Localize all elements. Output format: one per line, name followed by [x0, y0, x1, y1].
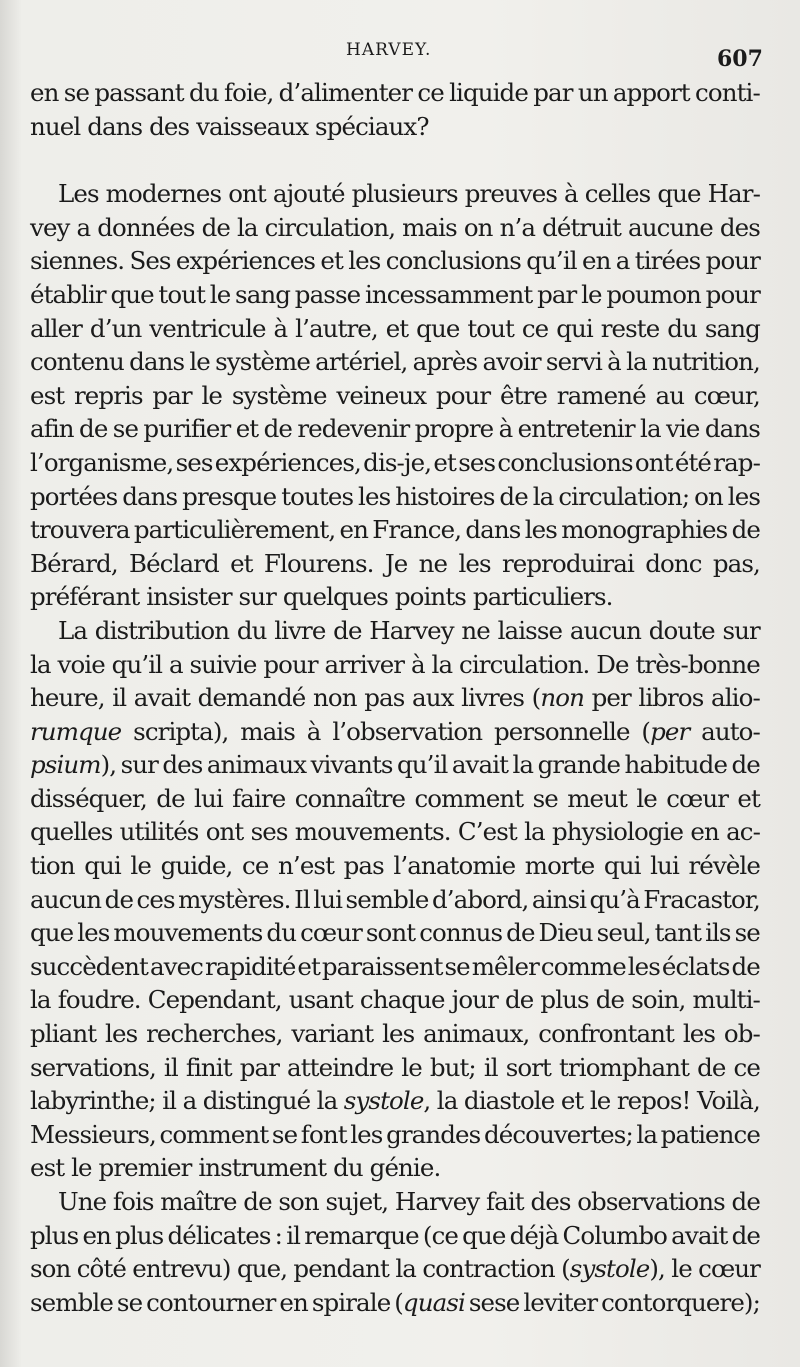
text-line: que les mouvements du cœur sont connus de Dieu seul, tant ils se: [30, 918, 760, 948]
page-number: 607: [717, 46, 763, 72]
text-line: son côté entrevu) que, pendant la contraction (systole), le cœur: [30, 1254, 760, 1284]
text-line: Bérard, Béclard et Flourens. Je ne les reproduirai donc pas,: [30, 548, 760, 578]
paragraph: [30, 1185, 760, 1319]
page-header: [0, 40, 800, 80]
text-line: succèdent avec rapidité et paraissent se mêler comme les éclats de: [30, 951, 760, 981]
text-line: aucun de ces mystères. Il lui semble d’abord, ainsi qu’à Fracastor,: [30, 884, 760, 914]
text-line: Messieurs, comment se font les grandes découvertes; la patience: [30, 1119, 760, 1149]
text-line: la voie qu’il a suivie pour arriver à la circulation. De très-bonne: [30, 649, 760, 679]
text-line: disséquer, de lui faire connaître comment se meut le cœur et: [30, 783, 760, 813]
text-line: Les modernes ont ajouté plusieurs preuves à celles que Har-: [58, 179, 760, 209]
paragraph: [30, 76, 760, 143]
text-line: quelles utilités ont ses mouvements. C’est la physiologie en ac-: [30, 817, 760, 847]
text-line: labyrinthe; il a distingué la systole, la diastole et le repos! Voilà,: [30, 1086, 760, 1116]
text-line: La distribution du livre de Harvey ne laisse aucun doute sur: [58, 615, 760, 645]
text-line: portées dans presque toutes les histoires de la circulation; on les: [30, 481, 760, 511]
text-line: vey a données de la circulation, mais on n’a détruit aucune des: [30, 212, 760, 242]
text-line: psium), sur des animaux vivants qu’il avait la grande habitude de: [30, 750, 760, 780]
text-line: préférant insister sur quelques points particuliers.: [30, 582, 613, 612]
body-text: [30, 76, 760, 1319]
text-line: l’organisme, ses expériences, dis-je, et ses conclusions ont été rap-: [30, 447, 760, 477]
text-line: servations, il finit par atteindre le but; il sort triomphant de ce: [30, 1052, 760, 1082]
text-line: trouvera particulièrement, en France, dans les monographies de: [30, 515, 760, 545]
text-line: pliant les recherches, variant les animaux, confrontant les ob-: [30, 1019, 760, 1049]
text-line: plus en plus délicates : il remarque (ce que déjà Columbo avait de: [30, 1220, 760, 1250]
text-line: heure, il avait demandé non pas aux livres (non per libros alio-: [30, 683, 760, 713]
text-line: est le premier instrument du génie.: [30, 1153, 441, 1183]
text-line: établir que tout le sang passe incessamment par le poumon pour: [30, 279, 760, 309]
text-line: est repris par le système veineux pour être ramené au cœur,: [30, 380, 760, 410]
text-line: semble se contourner en spirale (quasi sese leviter contorquere);: [30, 1287, 760, 1317]
text-line: aller d’un ventricule à l’autre, et que tout ce qui reste du sang: [30, 313, 760, 343]
text-line: afin de se purifier et de redevenir propre à entretenir la vie dans: [30, 414, 760, 444]
text-line: contenu dans le système artériel, après avoir servi à la nutrition,: [30, 347, 760, 377]
text-line: en se passant du foie, d’alimenter ce liquide par un apport conti-: [30, 78, 760, 107]
paragraph: [30, 177, 760, 614]
text-line: tion qui le guide, ce n’est pas l’anatomie morte qui lui révèle: [30, 851, 760, 881]
text-line: siennes. Ses expériences et les conclusions qu’il en a tirées pour: [30, 246, 760, 276]
text-line: la foudre. Cependant, usant chaque jour de plus de soin, multi-: [30, 985, 760, 1015]
paragraph: [30, 614, 760, 1185]
running-head: HARVEY.: [346, 40, 432, 60]
text-line: nuel dans des vaisseaux spéciaux?: [30, 111, 429, 141]
text-line: Une fois maître de son sujet, Harvey fait des observations de: [58, 1187, 760, 1216]
text-line: rumque scripta), mais à l’observation personnelle (per auto-: [30, 716, 760, 746]
